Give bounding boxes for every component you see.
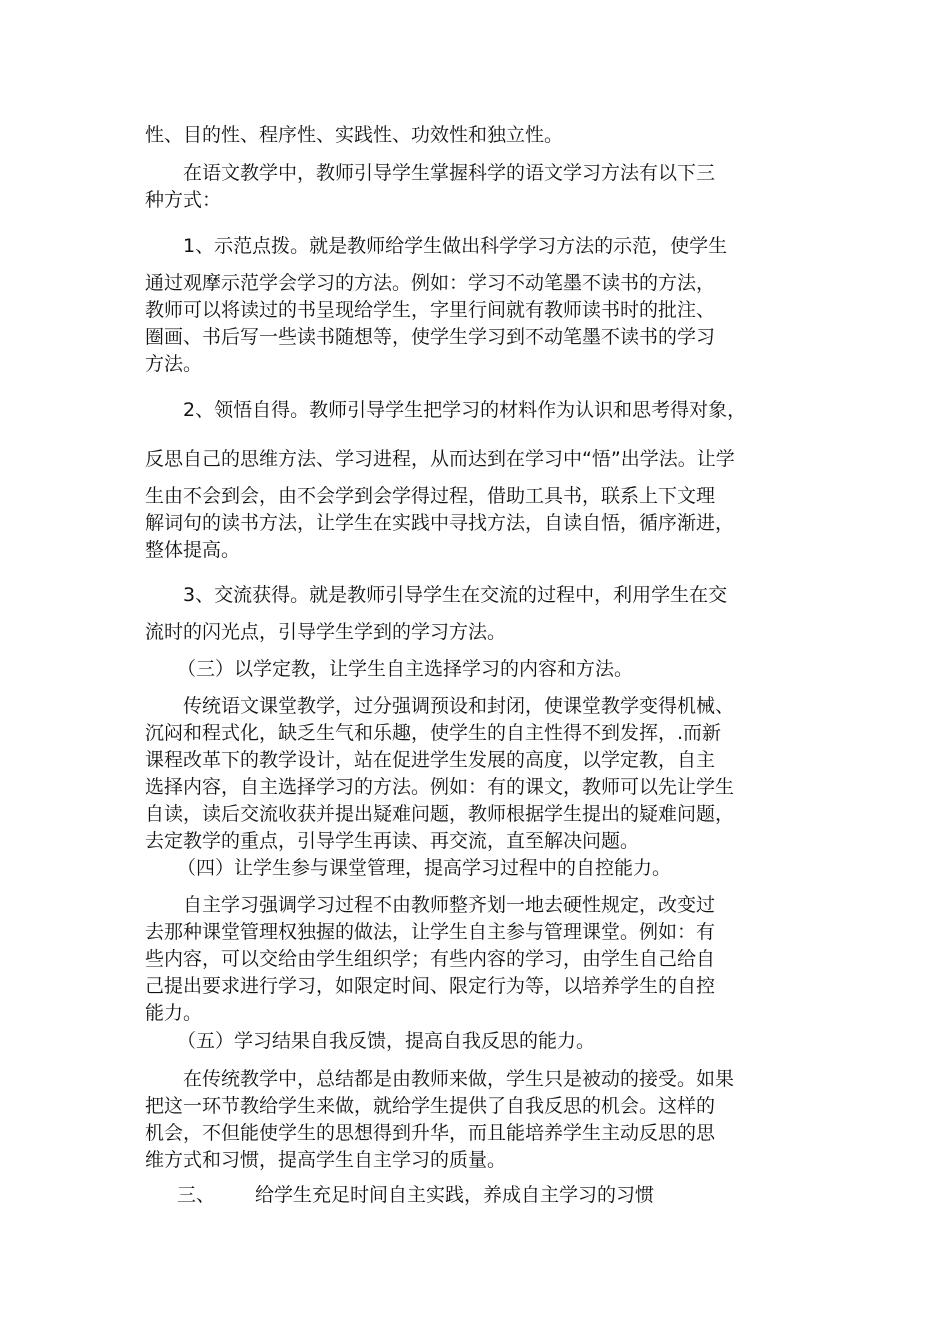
text-line: 些内容，可以交给由学生组织学；有些内容的学习，由学生自己给自 <box>145 948 716 970</box>
text-line: 把这一环节教给学生来做，就给学生提供了自我反思的机会。这样的 <box>145 1095 716 1117</box>
text-line: 传统语文课堂教学，过分强调预设和封闭，使课堂教学变得机械、 <box>183 695 735 717</box>
text-line: 通过观摩示范学会学习的方法。例如：学习不动笔墨不读书的方法， <box>145 272 716 294</box>
paragraph-continuation <box>145 122 820 149</box>
paragraph-intro <box>145 160 820 214</box>
subheading-4 <box>145 855 820 882</box>
subheading-3 <box>145 656 820 683</box>
text-line: 机会，不但能使学生的思想得到升华，而且能培养学生主动反思的思 <box>145 1122 716 1144</box>
text-line: 课程改革下的教学设计，站在促进学生发展的高度，以学定教，自主 <box>145 749 716 771</box>
text-line: 沉闷和程式化，缺乏生气和乐趣，使学生的自主性得不到发挥，.而新 <box>145 722 722 744</box>
text-line: 圈画、书后写一些读书随想等，使学生学习到不动笔墨不读书的学习 <box>145 326 716 348</box>
text-line: 1、示范点拨。就是教师给学生做出科学学习方法的示范，使学生 <box>183 235 728 257</box>
subheading-5 <box>145 1028 820 1055</box>
paragraph-feedback <box>145 1066 820 1174</box>
text-line: 生由不会到会，由不会学到会学得过程，借助工具书，联系上下文理 <box>145 485 716 507</box>
text-line: 己提出要求进行学习，如限定时间、限定行为等，以培养学生的自控 <box>145 975 716 997</box>
text-line: 流时的闪光点，引导学生学到的学习方法。 <box>145 621 507 643</box>
text-line: 反思自己的思维方法、学习进程，从而达到在学习中“悟”出学法。让学 <box>145 448 735 470</box>
text-line: 整体提高。 <box>145 539 241 561</box>
section-heading <box>145 1182 820 1209</box>
section-title: 给学生充足时间自主实践，养成自主学习的习惯 <box>255 1184 655 1206</box>
section-heading: （四）让学生参与课堂管理，提高学习过程中的自控能力。 <box>177 857 672 879</box>
section-heading: （五）学习结果自我反馈，提高自我反思的能力。 <box>177 1030 596 1052</box>
text-line: 选择内容，自主选择学习的方法。例如：有的课文，教师可以先让学生 <box>145 776 735 798</box>
text-line: 自读，读后交流收获并提出疑难问题，教师根据学生提出的疑难问题， <box>145 803 735 825</box>
paragraph-method-2 <box>145 397 820 564</box>
paragraph-traditional-classroom <box>145 693 820 855</box>
text-line: 方法。 <box>145 353 203 375</box>
section-number: 三、 <box>177 1184 216 1206</box>
paragraph-self-control <box>145 892 820 1027</box>
text-line: 解词句的读书方法，让学生在实践中寻找方法，自读自悟，循序渐进， <box>145 512 735 534</box>
text-line: 能力。 <box>145 1002 203 1024</box>
text-line: 种方式： <box>145 189 222 211</box>
text-line: 性、目的性、程序性、实践性、功效性和独立性。 <box>145 124 564 146</box>
paragraph-method-3 <box>145 582 820 646</box>
section-heading-3 <box>145 1182 820 1209</box>
text-line: 自主学习强调学习过程不由教师整齐划一地去硬性规定，改变过 <box>183 894 716 916</box>
text-line: 在传统教学中，总结都是由教师来做，学生只是被动的接受。如果 <box>183 1068 735 1090</box>
text-line: 教师可以将读过的书呈现给学生，字里行间就有教师读书时的批注、 <box>145 299 716 321</box>
text-line: 去定教学的重点，引导学生再读、再交流，直至解决问题。 <box>145 830 640 852</box>
text-line: 2、领悟自得。教师引导学生把学习的材料作为认识和思考得对象， <box>183 399 747 421</box>
text-line: 维方式和习惯，提高学生自主学习的质量。 <box>145 1149 507 1171</box>
text-line: 3、交流获得。就是教师引导学生在交流的过程中，利用学生在交 <box>183 584 728 606</box>
text-line: 在语文教学中，教师引导学生掌握科学的语文学习方法有以下三 <box>183 162 716 184</box>
paragraph-method-1 <box>145 233 820 378</box>
section-heading: （三）以学定教，让学生自主选择学习的内容和方法。 <box>177 658 634 680</box>
text-line: 去那种课堂管理权独握的做法，让学生自主参与管理课堂。例如：有 <box>145 921 716 943</box>
